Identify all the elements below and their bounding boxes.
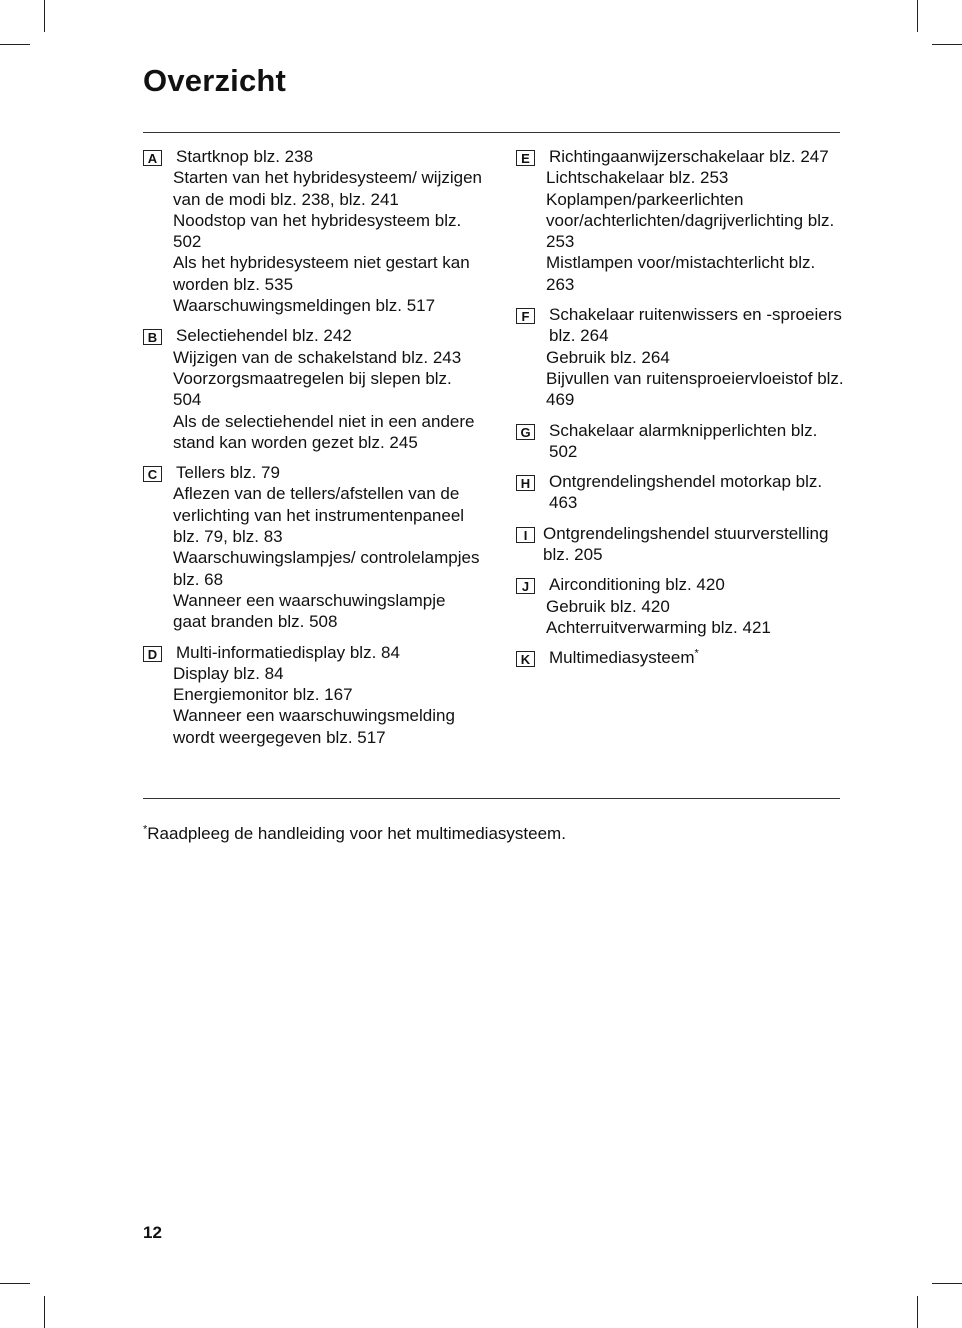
- entry-heading-text: Multimediasysteem: [549, 648, 695, 668]
- entry-lines: [143, 483, 483, 632]
- entry-line: Gebruik blz. 420: [546, 596, 670, 616]
- entry-lines: [516, 167, 846, 295]
- entry-line: Achterruitverwarming blz. 421: [546, 617, 771, 637]
- entry-line: Display blz. 84: [173, 663, 284, 683]
- page-number: 12: [143, 1223, 162, 1242]
- footnote-marker: *: [143, 823, 148, 836]
- entry-heading: Schakelaar alarmknipperlichten blz. 502: [549, 420, 818, 461]
- entry-line: Waarschuwingsmeldingen blz. 517: [173, 296, 436, 316]
- entry-line: Wijzigen van de schakelstand blz. 243: [173, 347, 462, 367]
- entry-key-badge: I: [516, 527, 535, 543]
- crop-mark: [0, 1283, 30, 1284]
- entry-lines: [143, 663, 483, 748]
- entry-key-badge: C: [143, 466, 162, 482]
- entry-line: Noodstop van het hybridesysteem blz. 502: [173, 210, 462, 252]
- page-title: Overzicht: [143, 63, 287, 98]
- entry-line: Voorzorgsmaatregelen bij slepen blz. 504: [173, 368, 452, 410]
- entry-h: [516, 471, 846, 514]
- entry-heading: [516, 647, 846, 668]
- footnote: [143, 824, 566, 844]
- entry-key-badge: E: [516, 150, 535, 166]
- bottom-divider: [143, 798, 840, 799]
- top-divider: [143, 132, 840, 133]
- entry-lines: [143, 167, 483, 316]
- entry-line: Wanneer een waarschuwingsmelding wordt weergegeven blz. 517: [173, 706, 455, 747]
- entry-j: [516, 574, 846, 638]
- entry-g: [516, 420, 846, 463]
- entry-heading: Multi-informatiedisplay blz. 84: [176, 642, 400, 662]
- entry-key-badge: A: [143, 150, 162, 166]
- entry-k: [516, 647, 846, 668]
- crop-mark: [0, 44, 30, 45]
- entry-line: Lichtschakelaar blz. 253: [546, 168, 729, 188]
- right-column: [516, 146, 846, 678]
- entry-line: Aflezen van de tellers/afstellen van de verlichting van het instrumentenpaneel blz. 79, blz. 83: [173, 484, 465, 547]
- entry-line: Bijvullen van ruitensproeiervloeistof blz. 469: [546, 368, 844, 410]
- entry-a: [143, 146, 483, 316]
- entry-key-badge: J: [516, 578, 535, 594]
- entry-heading: Richtingaanwijzerschakelaar blz. 247: [549, 147, 829, 166]
- entry-i: [516, 523, 846, 566]
- entry-key-badge: G: [516, 424, 535, 440]
- entry-key-badge: K: [516, 651, 535, 667]
- entry-heading: Ontgrendelingshendel motorkap blz. 463: [549, 472, 823, 513]
- entry-line: Starten van het hybridesysteem/ wijzigen van de modi blz. 238, blz. 241: [173, 168, 482, 209]
- crop-mark: [917, 0, 918, 32]
- entry-line: Als het hybridesysteem niet gestart kan worden blz. 535: [173, 253, 470, 294]
- crop-mark: [932, 44, 962, 45]
- crop-mark: [44, 0, 45, 32]
- entry-c: [143, 462, 483, 632]
- entry-b: [143, 325, 483, 453]
- entry-key-badge: D: [143, 646, 162, 662]
- entry-e: [516, 146, 846, 295]
- entry-lines: [143, 347, 483, 453]
- entry-line: Gebruik blz. 264: [546, 347, 670, 367]
- footnote-text: Raadpleeg de handleiding voor het multimediasysteem.: [147, 824, 566, 843]
- crop-mark: [44, 1296, 45, 1328]
- entry-lines: [516, 347, 846, 411]
- entry-heading: Schakelaar ruitenwissers en -sproeiers blz. 264: [549, 305, 842, 346]
- left-column: [143, 146, 483, 757]
- entry-lines: [516, 596, 846, 639]
- entry-heading: Tellers blz. 79: [176, 463, 280, 483]
- entry-line: Als de selectiehendel niet in een andere stand kan worden gezet blz. 245: [173, 411, 475, 452]
- entry-heading: Airconditioning blz. 420: [549, 575, 725, 595]
- crop-mark: [917, 1296, 918, 1328]
- entry-line: Waarschuwingslampjes/ controlelampjes blz. 68: [173, 548, 480, 589]
- entry-d: [143, 642, 483, 748]
- entry-line: Wanneer een waarschuwingslampje gaat branden blz. 508: [173, 590, 446, 632]
- entry-heading: Startknop blz. 238: [176, 147, 314, 166]
- entry-line: Mistlampen voor/mistachterlicht blz. 263: [546, 253, 816, 294]
- entry-heading: Ontgrendelingshendel stuurverstelling blz. 205: [543, 523, 829, 565]
- entry-key-badge: F: [516, 308, 535, 324]
- entry-f: [516, 304, 846, 410]
- entry-line: Energiemonitor blz. 167: [173, 685, 353, 705]
- entry-line: Koplampen/parkeerlichten voor/achterlichten/dagrijverlichting blz. 253: [546, 189, 835, 252]
- footnote-marker: *: [694, 647, 699, 660]
- entry-key-badge: B: [143, 329, 162, 345]
- entry-heading: Selectiehendel blz. 242: [176, 326, 352, 346]
- crop-mark: [932, 1283, 962, 1284]
- entry-key-badge: H: [516, 475, 535, 491]
